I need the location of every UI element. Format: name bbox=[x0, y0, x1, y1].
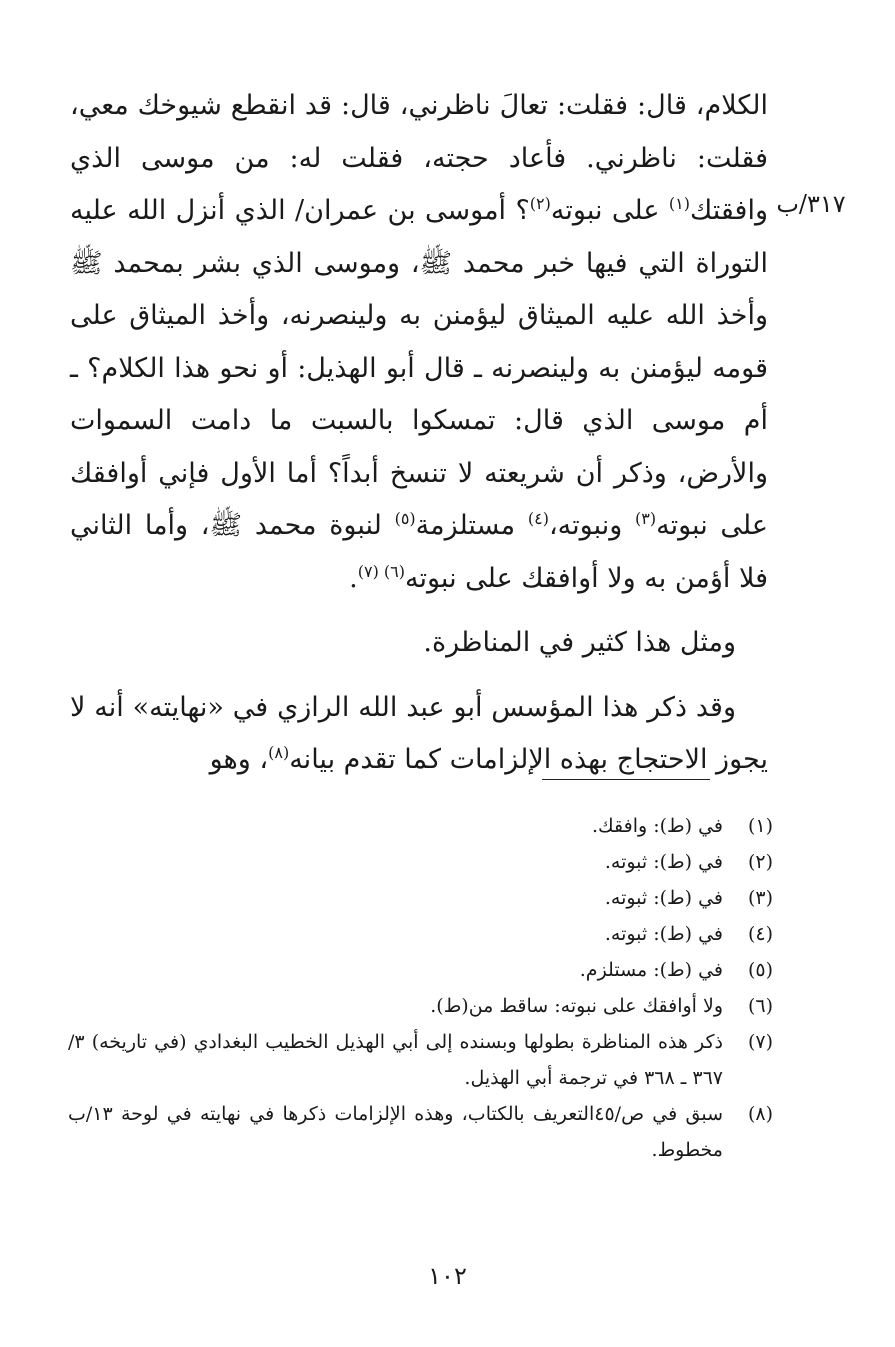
footnote-text: ولا أوافقك على نبوته: ساقط من(ط). bbox=[430, 995, 723, 1017]
footnote-text: ذكر هذه المناظرة بطولها وبسنده إلى أبي الهذيل الخطيب البغدادي (في تاريخه) ٣/ ٣٦٧ ـ ٣٦٨ في ترجمة أبي الهذيل. bbox=[68, 1031, 723, 1089]
paragraph-1-text: الكلام، قال: فقلت: تعالَ ناظرني، قال: قد انقطع شيوخك معي، فقلت: ناظرني. فأعاد حجته، فقلت له: من موسى الذي وافقتك bbox=[70, 90, 768, 226]
footnote-item bbox=[68, 808, 773, 844]
paragraph-2: ومثل هذا كثير في المناظرة. bbox=[423, 627, 736, 658]
paragraph-1-text: مستلزمة bbox=[415, 510, 528, 541]
paragraph-1-text: ؟ أموسى بن عمران/ الذي أنزل الله عليه التوراة التي فيها خبر محمد ﷺ، وموسى الذي بشر بمحمد ﷺ وأخذ الله عليه الميثاق ليؤمنن به ولينصرنه، وأخذ الميثاق على قومه ليؤمنن به ولينصرنه ـ قال أبو الهذيل: أو نحو هذا الكلام؟ ـ أم موسى الذي قال: تمسكوا بالسبت ما دامت السموات والأرض، وذكر أن شريعته لا تنسخ أبداً؟ أما الأول فإني أوافقك على نبوته bbox=[70, 195, 768, 541]
footnote-text: في (ط): مستلزم. bbox=[579, 959, 723, 981]
footnote-number: (٢) bbox=[747, 851, 773, 873]
paragraph-3-text: ، وهو bbox=[209, 744, 269, 775]
footnote-item bbox=[68, 1096, 773, 1168]
paragraph-1-text: على نبوته bbox=[550, 195, 669, 226]
footnote-item bbox=[68, 952, 773, 988]
paragraph-3 bbox=[70, 682, 768, 787]
footnote-item bbox=[68, 880, 773, 916]
manuscript-folio-marker: ٣١٧/ب bbox=[776, 190, 846, 218]
paragraph-3-text: وقد ذكر هذا المؤسس أبو عبد الله الرازي في «نهايته» أنه لا يجوز الاحتجاج بهذه الإلزامات كما تقدم بيانه bbox=[70, 691, 768, 775]
footnote-ref-6-7[interactable]: (٦) (٧) bbox=[357, 561, 405, 581]
footnote-text: في (ط): ثبوته. bbox=[604, 923, 723, 945]
footnote-item bbox=[68, 1024, 773, 1096]
footnote-number: (٧) bbox=[747, 1031, 773, 1053]
footnote-text: في (ط): وافقك. bbox=[592, 815, 723, 837]
footnote-divider bbox=[542, 779, 710, 780]
paragraph-1-text: . bbox=[349, 562, 358, 594]
footnote-ref-8[interactable]: (٨) bbox=[268, 743, 290, 762]
footnote-text: في (ط): ثبوته. bbox=[604, 851, 723, 873]
footnote-ref-3[interactable]: (٣) bbox=[635, 509, 657, 528]
footnote-number: (٥) bbox=[747, 959, 773, 981]
footnote-ref-2[interactable]: (٢) bbox=[529, 194, 551, 213]
footnote-ref-5[interactable]: (٥) bbox=[394, 509, 416, 528]
footnote-item bbox=[68, 916, 773, 952]
footnote-item bbox=[68, 988, 773, 1024]
page-number: ١٠٢ bbox=[428, 1262, 467, 1290]
footnote-text: في (ط): ثبوته. bbox=[604, 887, 723, 909]
main-text bbox=[70, 80, 768, 787]
footnote-number: (٦) bbox=[747, 995, 773, 1017]
paragraph-1-text: لنبوة محمد ﷺ، وأما الثاني فلا أؤمن به ولا أوافقك على نبوته bbox=[70, 510, 768, 594]
paragraph-1-text: ونبوته، bbox=[548, 510, 636, 541]
footnote-number: (٣) bbox=[747, 887, 773, 909]
footnote-number: (٤) bbox=[747, 923, 773, 945]
paragraph-1 bbox=[70, 80, 768, 605]
footnotes-section bbox=[68, 808, 773, 1168]
footnote-ref-4[interactable]: (٤) bbox=[527, 509, 549, 528]
footnote-text: سبق في ص/٤٥التعريف بالكتاب، وهذه الإلزامات ذكرها في نهايته في لوحة ١٣/ب مخطوط. bbox=[68, 1103, 723, 1161]
footnote-number: (١) bbox=[747, 815, 773, 837]
footnote-number: (٨) bbox=[747, 1103, 773, 1125]
footnote-item bbox=[68, 844, 773, 880]
footnote-ref-1[interactable]: (١) bbox=[668, 194, 690, 213]
